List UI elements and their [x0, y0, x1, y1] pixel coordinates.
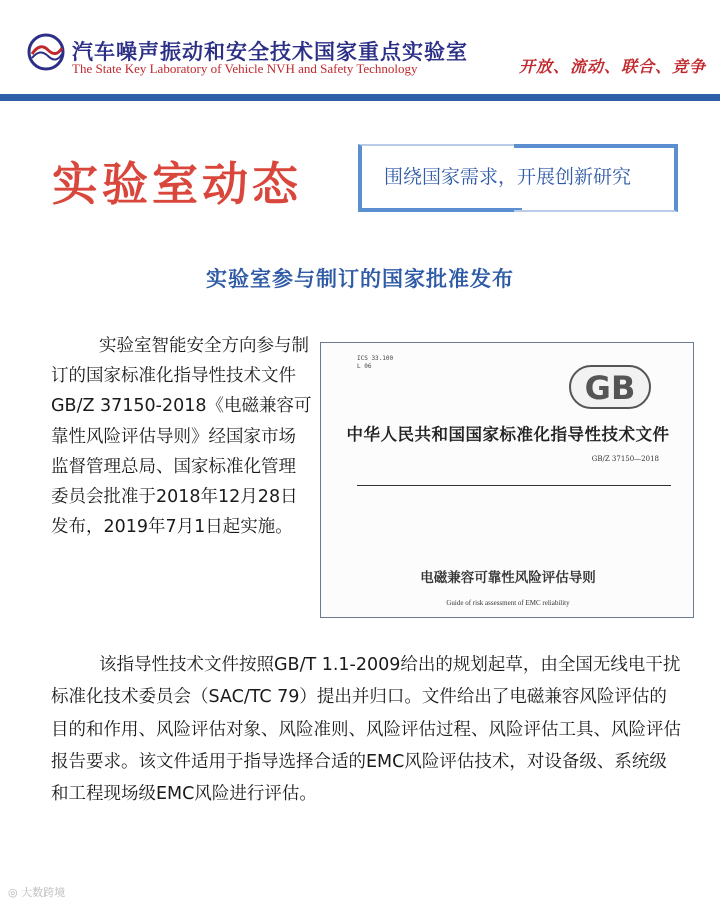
lab-slogan: 开放、流动、联合、竞争 [518, 57, 706, 76]
gb-doc-title-en: Guide of risk assessment of EMC reliability [446, 599, 570, 607]
article-title: 实验室参与制订的国家批准发布 [206, 267, 514, 291]
gb-standard-cover-image [320, 342, 694, 618]
lab-name-cn: 汽车噪声振动和安全技术国家重点实验室 [72, 40, 468, 64]
gb-classification [357, 355, 393, 371]
gb-ccs: L 06 [357, 363, 372, 370]
gb-number: GB/Z 37150—2018 [591, 455, 659, 463]
gb-logo-text: GB [584, 369, 636, 407]
lab-logo-icon [26, 32, 66, 72]
header-divider [0, 94, 720, 101]
gb-logo-icon [569, 365, 651, 409]
page-header [0, 0, 720, 104]
article-paragraph-1 [51, 331, 313, 542]
watermark-text: 大数跨境 [21, 886, 66, 899]
paragraph-1-text: 实验室智能安全方向参与制订的国家标准化指导性技术文件GB/Z 37150-2018《电磁兼容可靠性风险评估导则》经国家市场监督管理总局、国家标准化管理委员会批准于2018年12月28日发布，2019年7月1日起实施。 [51, 336, 312, 538]
watermark [8, 884, 65, 900]
gb-doc-title: 电磁兼容可靠性风险评估导则 [420, 570, 596, 586]
paragraph-2-text: 该指导性技术文件按照GB/T 1.1-2009给出的规划起草，由全国无线电干扰标准化技术委员会（SAC/TC 79）提出并归口。文件给出了电磁兼容风险评估的目的和作用、风险评估对象、风险准则、风险评估过程、风险评估工具、风险评估报告要求。该文件适用于指导选择合适的EMC风险评估技术，对设备级、系统级和工程现场级EMC风险进行评估。 [51, 655, 681, 805]
motto-box [358, 144, 678, 210]
gb-ics: ICS 33.100 [357, 355, 394, 362]
gb-heading: 中华人民共和国国家标准化指导性技术文件 [346, 425, 670, 444]
watermark-icon: ◎ [8, 886, 18, 899]
lab-name-en: The State Key Laboratory of Vehicle NVH and Safety Technology [72, 61, 418, 76]
article-paragraph-2 [51, 649, 681, 810]
section-title: 实验室动态 [52, 157, 302, 211]
motto-text: 围绕国家需求，开展创新研究 [384, 166, 632, 188]
gb-rule [357, 485, 671, 486]
